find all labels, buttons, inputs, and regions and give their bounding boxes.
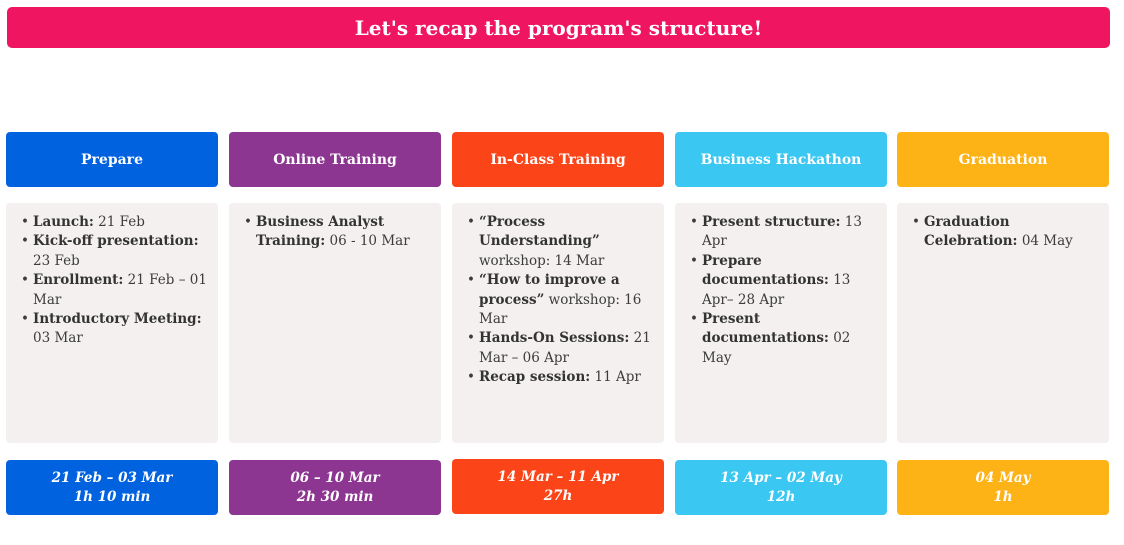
list-item: • Prepare documentations: 13 Apr– 28 Apr [702, 252, 879, 310]
phase-details-online-training [229, 203, 441, 443]
phase-details-business-hackathon [675, 203, 887, 443]
phase-duration: 27h [543, 487, 573, 504]
page-title: Let's recap the program's structure! [354, 15, 763, 40]
phase-dates: 21 Feb – 03 Mar [51, 469, 173, 486]
phase-footer-graduation [897, 460, 1109, 515]
phase-header-online-training [229, 132, 441, 187]
phase-item-list [689, 213, 879, 368]
phase-header-prepare [6, 132, 218, 187]
phase-header-in-class-training [452, 132, 664, 187]
list-item: • Recap session: 11 Apr [479, 368, 656, 387]
phase-dates: 06 – 10 Mar [290, 469, 380, 486]
phase-title: Prepare [81, 151, 143, 168]
phase-details-graduation [897, 203, 1109, 443]
phase-title: Business Hackathon [700, 151, 862, 168]
phase-footer-online-training [229, 460, 441, 515]
phase-details-prepare [6, 203, 218, 443]
phase-title: Online Training [273, 151, 397, 168]
phase-item-list [911, 213, 1101, 252]
list-item: • “How to improve a process” workshop: 16 Mar [479, 271, 656, 329]
phase-item-list [243, 213, 433, 252]
phase-details-in-class-training [452, 203, 664, 443]
phase-footer-in-class-training [452, 459, 664, 514]
phase-title: Graduation [958, 151, 1048, 168]
phase-header-graduation [897, 132, 1109, 187]
title-banner [7, 7, 1110, 48]
phase-item-list [466, 213, 656, 388]
phase-footer-prepare [6, 460, 218, 515]
list-item: • Kick-off presentation: 23 Feb [33, 232, 210, 271]
list-item: • Enrollment: 21 Feb – 01 Mar [33, 271, 210, 310]
phase-dates: 14 Mar – 11 Apr [497, 468, 619, 485]
list-item: • Hands-On Sessions: 21 Mar – 06 Apr [479, 329, 656, 368]
phase-title: In-Class Training [490, 151, 626, 168]
phase-duration: 1h [993, 488, 1013, 505]
phase-item-list [20, 213, 210, 349]
phase-duration: 12h [766, 488, 796, 505]
list-item: • Present documentations: 02 May [702, 310, 879, 368]
phase-duration: 1h 10 min [73, 488, 151, 505]
phase-footer-business-hackathon [675, 460, 887, 515]
list-item: • Launch: 21 Feb [33, 213, 210, 232]
list-item: • Present structure: 13 Apr [702, 213, 879, 252]
phase-header-business-hackathon [675, 132, 887, 187]
phase-dates: 13 Apr – 02 May [720, 469, 842, 486]
list-item: • Graduation Celebration: 04 May [924, 213, 1101, 252]
phase-dates: 04 May [975, 469, 1031, 486]
list-item: • “Process Understanding” workshop: 14 Mar [479, 213, 656, 271]
list-item: • Introductory Meeting: 03 Mar [33, 310, 210, 349]
phase-duration: 2h 30 min [296, 488, 374, 505]
list-item: • Business Analyst Training: 06 - 10 Mar [256, 213, 433, 252]
